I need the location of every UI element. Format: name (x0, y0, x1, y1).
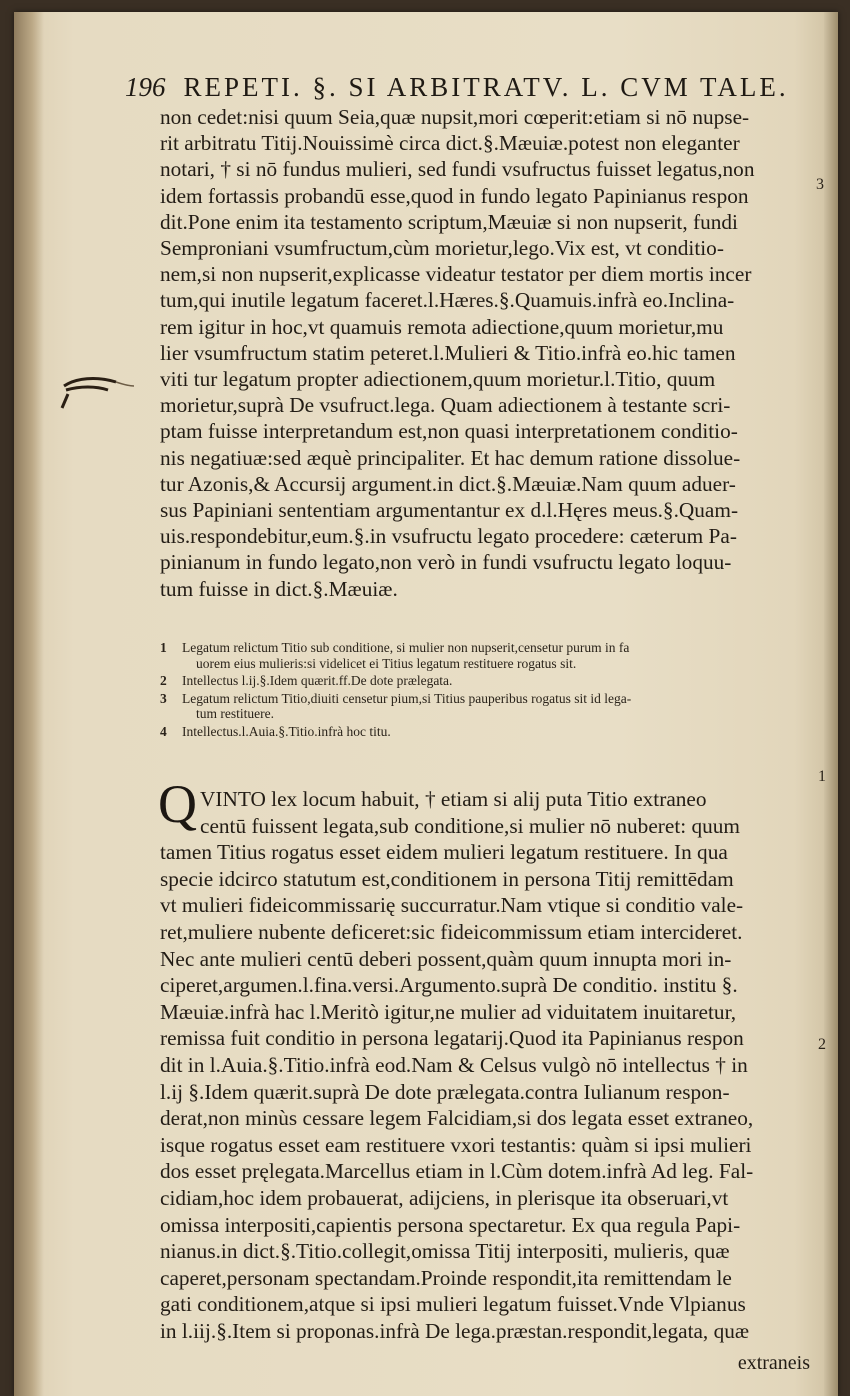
text-line: lier vsumfructum statim peteret.l.Mulieri & Titio.infrà eo.hic tamen (160, 340, 736, 365)
note-number: 3 (160, 690, 167, 706)
note-item (160, 673, 820, 689)
text-line: uis.respondebitur,eum.§.in vsufructu legato procedere: cæterum Pa- (160, 524, 737, 549)
note-text: Intellectus.l.Auia.§.Titio.infrà hoc titu. (182, 723, 391, 739)
margin-number: 1 (818, 768, 826, 785)
note-item (160, 691, 820, 722)
text-line: caperet,personam spectandam.Proinde respondit,ita remittendam le (160, 1265, 732, 1290)
text-line: tum fuisse in dict.§.Mæuiæ. (160, 576, 398, 601)
text-line: in l.iij.§.Item si proponas.infrà De lega.præstan.respondit,legata, quæ (160, 1318, 750, 1343)
drop-cap: Q (158, 774, 197, 834)
note-number: 2 (160, 673, 167, 688)
text-line: idem fortassis probandū esse,quod in fundo legato Papinianus respon (160, 183, 749, 208)
text-line: dit in l.Auia.§.Titio.infrà eod.Nam & Celsus vulgò nō intellectus † in (160, 1052, 748, 1077)
note-number: 1 (160, 640, 167, 655)
text-line: notari, † si nō fundus mulieri, sed fundi vsufructus fuisset legatus,non (160, 157, 755, 182)
text-line: dit.Pone enim ita testamento scriptum,Mæuiæ si non nupserit, fundi (160, 209, 738, 234)
summary-notes (160, 640, 820, 741)
text-line: sus Papiniani sententiam argumentantur ex d.l.Hęres meus.§.Quam- (160, 498, 739, 523)
text-line: nianus.in dict.§.Titio.collegit,omissa Titij interpositi, mulieris, quæ (160, 1239, 730, 1264)
text-line: tur Azonis,& Accursij argument.in dict.§.Mæuiæ.Nam quum aduer- (160, 471, 736, 496)
text-line: Nec ante mulieri centū deberi possent,quàm quum innupta mori in- (160, 946, 732, 971)
page-gutter (14, 12, 44, 1396)
text-line: centū fuissent legata,sub conditione,si mulier nō nuberet: quum (200, 813, 740, 838)
running-title: REPETI. §. SI ARBITRATV. L. CVM TALE. (183, 72, 789, 102)
text-line: ptam fuisse interpretandum est,non quasi interpretationem conditio- (160, 419, 738, 444)
note-text: Legatum relictum Titio,diuiti censetur pium,si Titius pauperibus rogatus sit id lega- (182, 690, 632, 706)
note-text: Intellectus l.ij.§.Idem quærit.ff.De dote prælegata. (182, 673, 453, 688)
text-line: VINTO lex locum habuit, † etiam si alij puta Titio extraneo (200, 787, 707, 811)
text-line: tum,qui inutile legatum faceret.l.Hæres.§.Quamuis.infrà eo.Inclina- (160, 288, 735, 313)
paragraph-2 (160, 786, 810, 1344)
paragraph-1 (160, 104, 810, 602)
text-line: morietur,suprà De vsufruct.lega. Quam adiectionem à testante scri- (160, 393, 731, 418)
ink-mark-icon (56, 356, 146, 416)
text-line: derat,non minùs cessare legem Falcidiam,si dos legata esset extraneo, (160, 1106, 754, 1131)
note-text: uorem eius mulieris:si videlicet ei Titius legatum restituere rogatus sit. (196, 655, 577, 671)
text-line: ciperet,argumen.l.fina.versi.Argumento.suprà De conditio. institu §. (160, 973, 738, 998)
text-line: vt mulieri fideicommissarię succurratur.Nam vtique si conditio vale- (160, 893, 744, 918)
catchword: extraneis (737, 1352, 810, 1374)
text-line: l.ij §.Idem quærit.suprà De dote prælegata.contra Iulianum respon- (160, 1079, 730, 1104)
note-text: tum restituere. (196, 706, 274, 721)
note-text: Legatum relictum Titio sub conditione, si mulier non nupserit,censetur purum in fa (182, 640, 630, 655)
text-line: rit arbitratu Titij.Nouissimè circa dict.§.Mæuiæ.potest non eleganter (160, 131, 740, 156)
page-edge (824, 12, 838, 1396)
margin-number: 2 (818, 1036, 826, 1053)
running-header (125, 72, 815, 103)
text-line: viti tur legatum propter adiectionem,quum morietur.l.Titio, quum (160, 367, 716, 392)
text-line: specie idcirco statutum est,conditionem in persona Titij remittēdam (160, 866, 734, 891)
margin-number: 3 (816, 176, 824, 193)
text-line: isque rogatus esset eam restituere vxori testantis: quàm si ipsi mulieri (160, 1132, 752, 1157)
text-line: gati conditionem,atque si ipsi mulieri legatum fuisset.Vnde Vlpianus (160, 1292, 746, 1317)
text-line: dos esset pręlegata.Marcellus etiam in l.Cùm dotem.infrà Ad leg. Fal- (160, 1159, 754, 1184)
text-line: tamen Titius rogatus esset eidem mulieri legatum restituere. In qua (160, 840, 728, 865)
text-line: ret,muliere nubente deficeret:sic fideicommissum etiam intercideret. (160, 919, 743, 944)
note-item (160, 724, 820, 740)
text-line: Semproniani vsumfructum,cùm morietur,lego.Vix est, vt conditio- (160, 236, 724, 261)
note-item (160, 640, 820, 671)
note-number: 4 (160, 723, 167, 739)
text-line: Mæuiæ.infrà hac l.Meritò igitur,ne mulier ad viduitatem inuitaretur, (160, 999, 737, 1024)
page-number: 196 (125, 72, 166, 102)
text-line: omissa interpositi,capientis persona spectaretur. Ex qua regula Papi- (160, 1212, 741, 1237)
text-line: rem igitur in hoc,vt quamuis remota adiectione,quum morietur,mu (160, 314, 724, 339)
text-line: nem,si non nupserit,explicasse videatur testator per diem mortis incer (160, 262, 752, 287)
text-line: pinianum in fundo legato,non verò in fundi vsufructu legato loquu- (160, 550, 732, 575)
text-line: non cedet:nisi quum Seia,quæ nupsit,mori cœperit:etiam si nō nupse- (160, 105, 750, 129)
text-line: cidiam,hoc idem probauerat, adijciens, in plerisque ita obseruari,vt (160, 1185, 729, 1210)
text-line: remissa fuit conditio in persona legatarij.Quod ita Papinianus respon (160, 1026, 744, 1051)
text-line: nis negatiuæ:sed æquè principaliter. Et hac demum ratione dissolue- (160, 445, 741, 470)
